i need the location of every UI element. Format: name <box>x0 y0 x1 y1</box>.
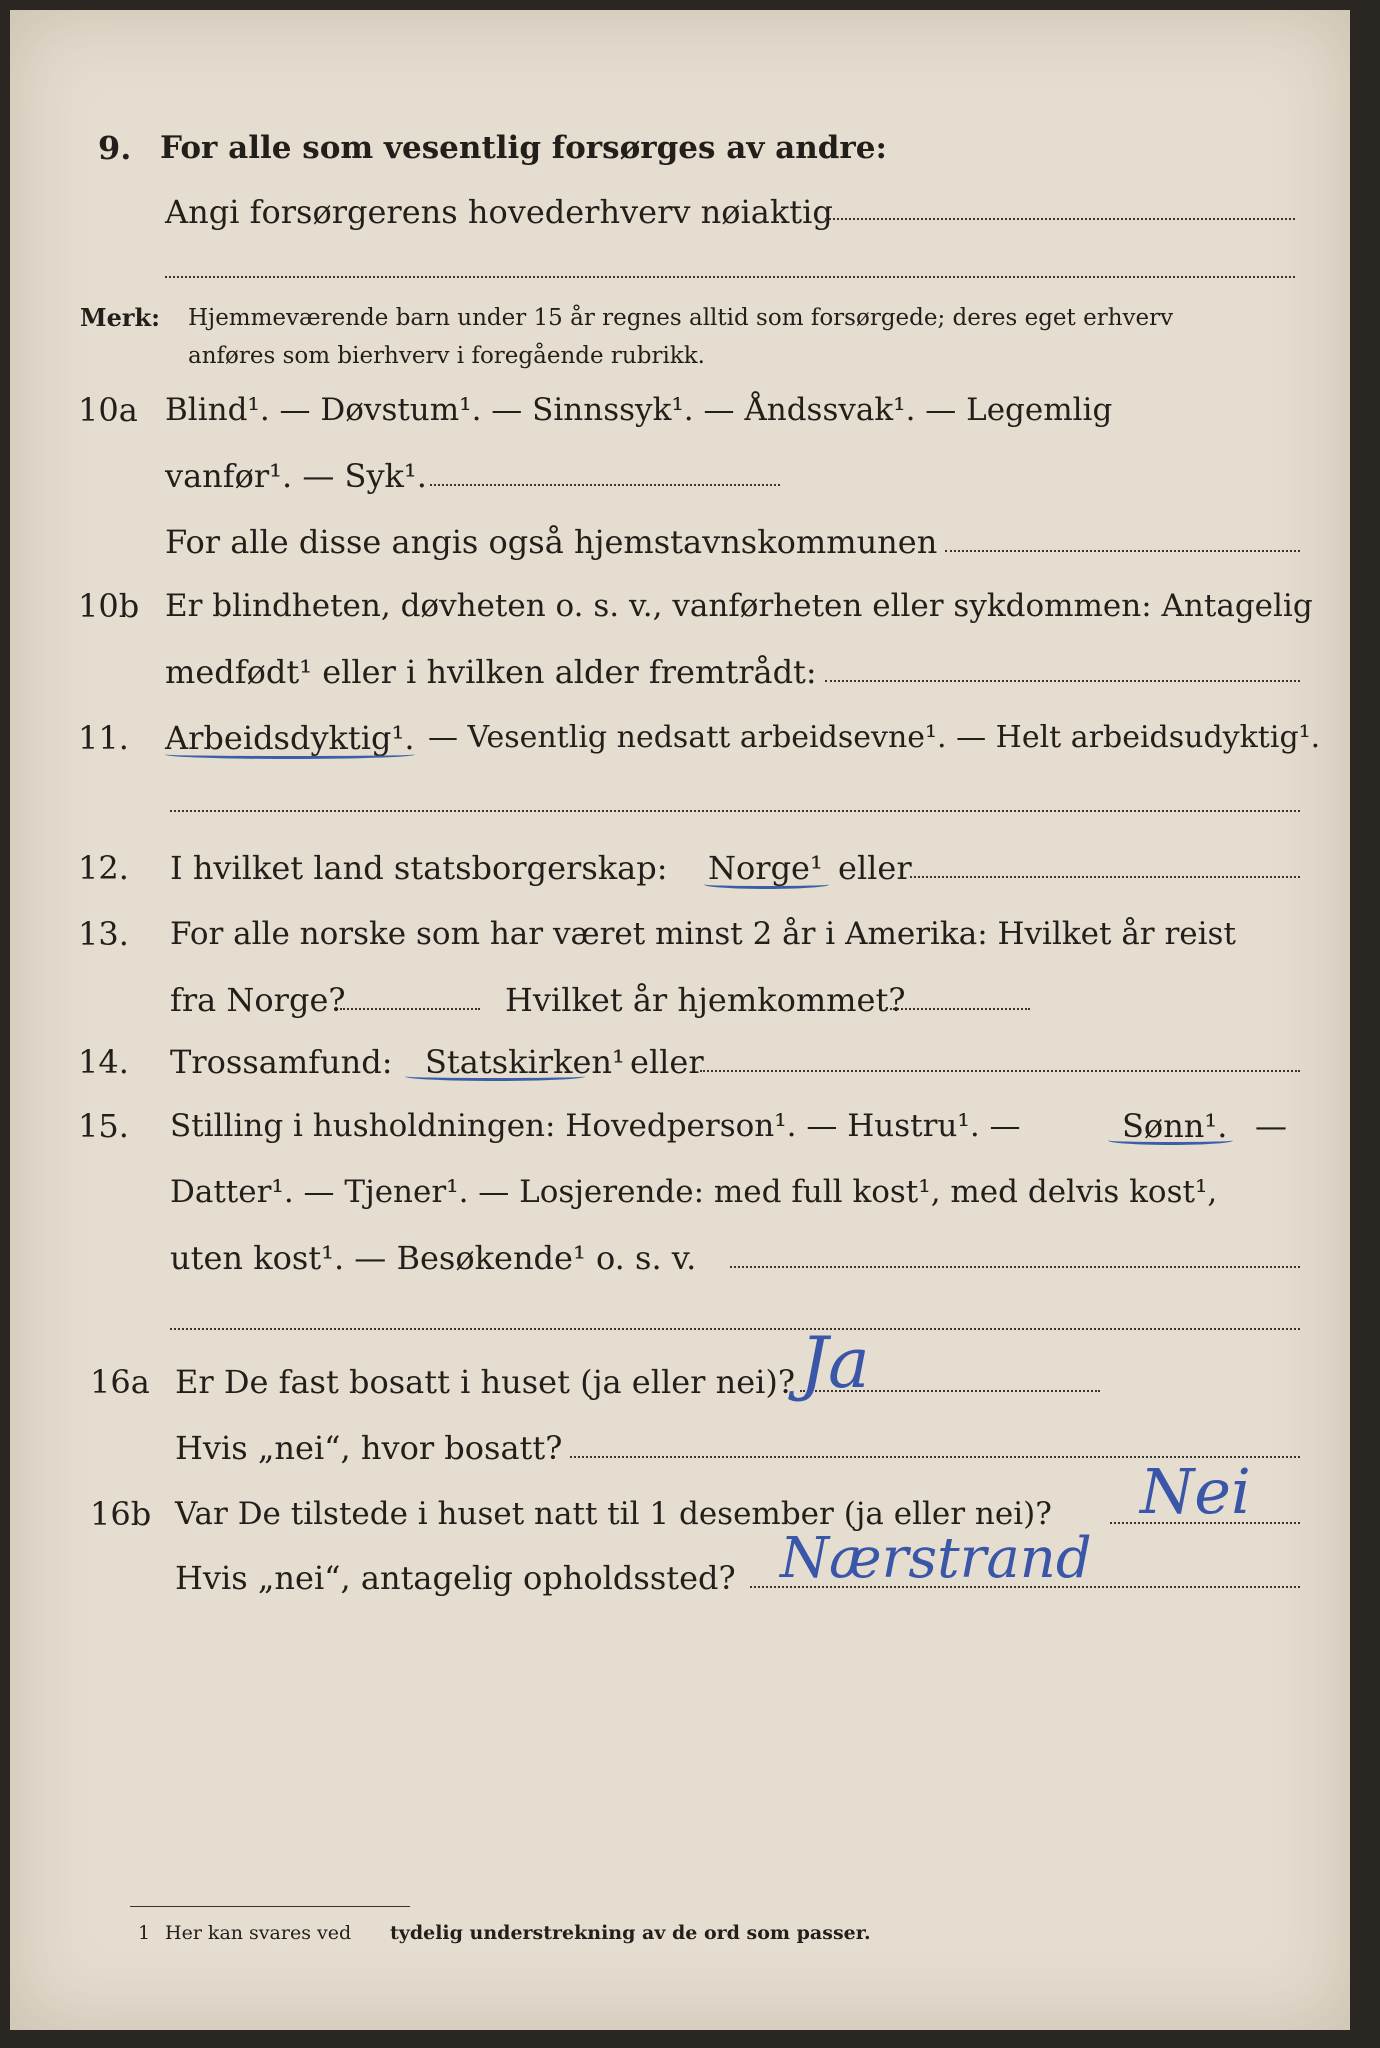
merk-line1: Hjemmeværende barn under 15 år regnes alltid som forsørgede; deres eget erhverv <box>188 305 1174 331</box>
q14-answer-line <box>700 1070 1300 1072</box>
q9-number: 9. <box>98 129 132 167</box>
q14-post: eller <box>630 1043 704 1081</box>
q13-year-left-line <box>340 1008 480 1010</box>
q10a-line1: Blind¹. — Døvstum¹. — Sinnssyk¹. — Åndssvak¹. — Legemlig <box>165 392 1113 428</box>
q14-pre: Trossamfund: <box>170 1043 393 1081</box>
q12-post: eller <box>838 849 912 887</box>
q12-pre: I hvilket land statsborgerskap: <box>170 849 668 887</box>
q15-number: 15. <box>78 1107 129 1145</box>
q13-line1: For alle norske som har været minst 2 år i Amerika: Hvilket år reist <box>170 916 1236 952</box>
q16a-handwritten-answer: Ja <box>800 1322 870 1404</box>
q15-answer-line-2 <box>170 1328 1300 1330</box>
q15-line3: uten kost¹. — Besøkende¹ o. s. v. <box>170 1239 697 1277</box>
q15-line2: Datter¹. — Tjener¹. — Losjerende: med full kost¹, med delvis kost¹, <box>170 1174 1218 1210</box>
merk-line2: anføres som bierhverv i foregående rubrikk. <box>188 343 705 369</box>
q13-number: 13. <box>78 915 129 953</box>
q14-option-statskirken: Statskirken¹ <box>425 1043 625 1081</box>
q9-line1: For alle som vesentlig forsørges av andre: <box>160 130 887 166</box>
q16b-number: 16b <box>90 1495 152 1533</box>
q10a-line2: vanfør¹. — Syk¹. <box>165 457 427 495</box>
q12-answer-line <box>910 876 1300 878</box>
footnote-rule <box>130 1906 410 1907</box>
q16a-line1: Er De fast bosatt i huset (ja eller nei)? <box>175 1363 796 1401</box>
q15-answer-line <box>730 1266 1300 1268</box>
q14-number: 14. <box>78 1043 129 1081</box>
q15-line1c: — <box>1255 1107 1287 1145</box>
q10b-answer-line <box>825 680 1300 682</box>
q16a-number: 16a <box>90 1363 150 1401</box>
footnote-bold: tydelig understrekning av de ord som passer. <box>390 1922 871 1944</box>
q13-year-returned-line <box>890 1008 1030 1010</box>
q12-underline-marking <box>704 880 829 889</box>
q16b-handwritten-answer: Nei <box>1140 1455 1251 1528</box>
q10a-number: 10a <box>78 391 138 429</box>
q11-answer-line <box>170 810 1300 812</box>
q15-option-sonn: Sønn¹. <box>1122 1107 1228 1145</box>
q16b-line1: Var De tilstede i huset natt til 1 desember (ja eller nei)? <box>175 1496 1052 1532</box>
q9-answer-line-2 <box>165 276 1295 278</box>
q10a-answer-line <box>430 484 780 486</box>
q16b-handwritten-place: Nærstrand <box>780 1526 1092 1591</box>
q9-answer-line <box>825 218 1295 220</box>
q16b-line2: Hvis „nei“, antagelig opholdssted? <box>175 1559 736 1597</box>
q10b-line1: Er blindheten, døvheten o. s. v., vanførheten eller sykdommen: Antagelig <box>165 588 1313 624</box>
q13-line2b: Hvilket år hjemkommet? <box>505 981 906 1019</box>
q13-line2a: fra Norge? <box>170 981 346 1019</box>
q10b-number: 10b <box>78 587 140 625</box>
q16a-line2: Hvis „nei“, hvor bosatt? <box>175 1429 563 1467</box>
q11-rest: — Vesentlig nedsatt arbeidsevne¹. — Helt arbeidsudyktig¹. <box>428 720 1321 755</box>
q11-underline-marking <box>165 750 415 759</box>
q12-option-norge: Norge¹ <box>708 849 823 887</box>
q11-option-arbeidsdyktig: Arbeidsdyktig¹. <box>165 719 415 757</box>
merk-label: Merk: <box>80 303 160 332</box>
q15-line1a: Stilling i husholdningen: Hovedperson¹. — Hustru¹. — <box>170 1108 1021 1144</box>
q9-line2: Angi forsørgerens hovederhverv nøiaktig <box>165 193 833 231</box>
q11-number: 11. <box>78 719 129 757</box>
q15-underline-marking <box>1108 1136 1233 1145</box>
q10b-line2: medfødt¹ eller i hvilken alder fremtrådt: <box>165 653 817 691</box>
q10a-line3: For alle disse angis også hjemstavnskommunen <box>165 523 938 561</box>
census-form-page <box>10 10 1350 2030</box>
q10a-home-line <box>945 550 1300 552</box>
footnote-mark: 1 <box>138 1922 151 1944</box>
footnote-pre: Her kan svares ved <box>165 1922 352 1944</box>
q12-number: 12. <box>78 849 129 887</box>
q14-underline-marking <box>405 1072 585 1081</box>
